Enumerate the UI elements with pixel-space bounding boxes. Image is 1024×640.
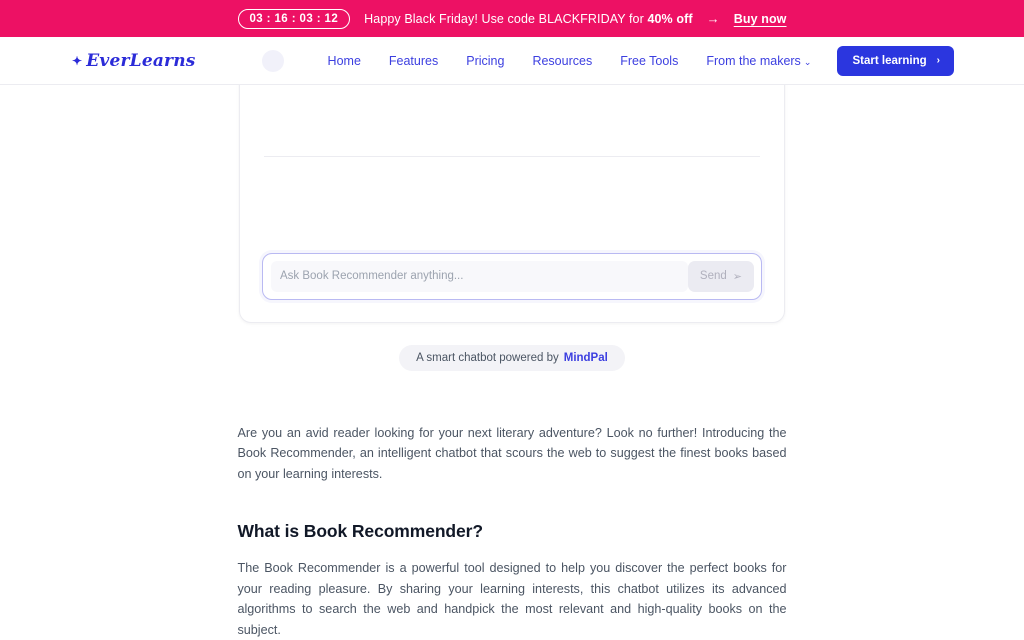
send-button[interactable] — [688, 261, 754, 292]
promo-discount: 40% off — [647, 11, 693, 26]
nav-item-free-tools[interactable]: Free Tools — [620, 53, 679, 68]
chevron-right-icon: › — [936, 55, 940, 66]
article-section — [238, 423, 787, 640]
star-icon: ✦ — [72, 53, 83, 68]
start-learning-button[interactable] — [837, 46, 954, 76]
nav-item-pricing[interactable]: Pricing — [466, 53, 505, 68]
promo-message — [364, 12, 692, 26]
promo-banner — [0, 0, 1024, 37]
chevron-down-icon: ⌄ — [803, 56, 812, 67]
nav-item-home[interactable]: Home — [327, 53, 361, 68]
start-learning-label: Start learning — [852, 54, 927, 67]
nav-item-from-the-makers-label: From the makers — [706, 53, 801, 68]
brand-name: EverLearns — [86, 50, 196, 71]
nav-item-features[interactable]: Features — [388, 53, 439, 68]
nav-links — [328, 54, 812, 68]
buy-now-link[interactable]: Buy now — [733, 11, 787, 26]
promo-message-prefix: Happy Black Friday! Use code BLACKFRIDAY for — [364, 11, 648, 26]
powered-by-text: A smart chatbot powered by — [416, 351, 559, 364]
send-label: Send — [699, 270, 727, 282]
article-heading: What is Book Recommender? — [237, 521, 483, 541]
countdown-timer: 03 : 16 : 03 : 12 — [238, 9, 351, 29]
send-icon: ➢ — [732, 270, 742, 283]
powered-by-brand[interactable]: MindPal — [563, 351, 608, 364]
nav-placeholder-dot — [262, 50, 284, 72]
nav-item-resources[interactable]: Resources — [532, 53, 593, 68]
page-content — [0, 85, 1024, 640]
brand-logo[interactable] — [72, 51, 196, 71]
chat-composer[interactable] — [262, 253, 762, 300]
chatbot-card — [239, 85, 785, 323]
arrow-right-icon: → — [706, 11, 720, 26]
article-intro: Are you an avid reader looking for your next literary adventure? Look no further! Introducing the Book Recommender, an intelligent chatbot that scours the web to suggest the finest books based on your learning interests. — [237, 425, 787, 481]
card-divider — [264, 156, 760, 157]
article-body: The Book Recommender is a powerful tool designed to help you discover the perfect books for your reading pleasure. By sharing your learning interests, this chatbot utilizes its advanced algorithms to search the web and handpick the most relevant and high-quality books on the subject. — [237, 561, 787, 637]
powered-by-badge — [399, 345, 625, 371]
chat-input[interactable] — [271, 261, 688, 292]
top-navigation — [0, 37, 1024, 85]
nav-item-from-the-makers[interactable] — [706, 54, 811, 68]
